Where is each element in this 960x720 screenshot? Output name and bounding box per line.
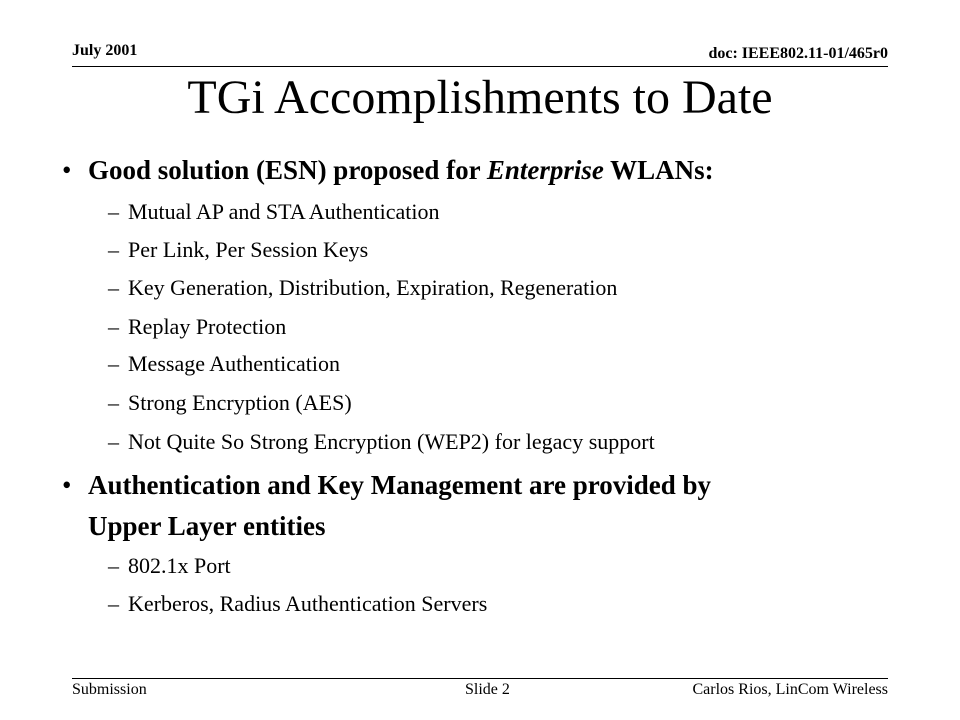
- sub-bullet: [108, 350, 341, 378]
- sub-bullet: [108, 236, 369, 264]
- bullet-glyph: •: [62, 470, 72, 500]
- sub-bullet-text: Mutual AP and STA Authentication: [128, 199, 440, 224]
- bullet-enterprise-solution: [62, 152, 714, 188]
- header-date: July 2001: [72, 42, 138, 59]
- bullet-glyph: •: [62, 155, 72, 185]
- sub-bullet-text: 802.1x Port: [128, 553, 231, 578]
- footer-slide-number: Slide 2: [465, 681, 510, 698]
- footer-author: Carlos Rios, LinCom Wireless: [692, 681, 888, 698]
- bullet-text-line1: Authentication and Key Management are provided by: [88, 470, 712, 500]
- header-divider: [72, 66, 888, 67]
- bullet-auth-key-mgmt: [62, 467, 712, 503]
- dash-glyph: –: [108, 390, 119, 415]
- sub-bullet: [108, 198, 440, 226]
- sub-bullet: [108, 428, 655, 456]
- slide-title: TGi Accomplishments to Date: [187, 71, 773, 124]
- sub-bullet: [108, 590, 488, 618]
- sub-bullet-text: Not Quite So Strong Encryption (WEP2) for legacy support: [128, 429, 655, 454]
- bullet-text-start: Good solution (ESN) proposed for: [88, 155, 487, 185]
- footer-divider: [72, 678, 888, 679]
- dash-glyph: –: [108, 275, 119, 300]
- sub-bullet-text: Key Generation, Distribution, Expiration, Regeneration: [128, 275, 618, 300]
- footer-submission: Submission: [72, 681, 147, 698]
- header-doc-id: doc: IEEE802.11-01/465r0: [708, 45, 888, 62]
- sub-bullet: [108, 274, 618, 302]
- sub-bullet-text: Per Link, Per Session Keys: [128, 237, 369, 262]
- sub-bullet-text: Kerberos, Radius Authentication Servers: [128, 591, 488, 616]
- dash-glyph: –: [108, 237, 119, 262]
- bullet-text-end: WLANs:: [603, 155, 714, 185]
- dash-glyph: –: [108, 351, 119, 376]
- sub-bullet-text: Strong Encryption (AES): [128, 390, 352, 415]
- dash-glyph: –: [108, 591, 119, 616]
- dash-glyph: –: [108, 314, 119, 339]
- dash-glyph: –: [108, 199, 119, 224]
- sub-bullet: [108, 389, 352, 417]
- bullet-text-italic: Enterprise: [486, 155, 604, 185]
- sub-bullet-text: Replay Protection: [128, 314, 287, 339]
- dash-glyph: –: [108, 429, 119, 454]
- sub-bullet: [108, 552, 231, 580]
- bullet-text-line2: Upper Layer entities: [88, 511, 326, 541]
- dash-glyph: –: [108, 553, 119, 578]
- sub-bullet-text: Message Authentication: [128, 351, 341, 376]
- sub-bullet: [108, 313, 287, 341]
- bullet-auth-key-mgmt-cont: [88, 508, 325, 544]
